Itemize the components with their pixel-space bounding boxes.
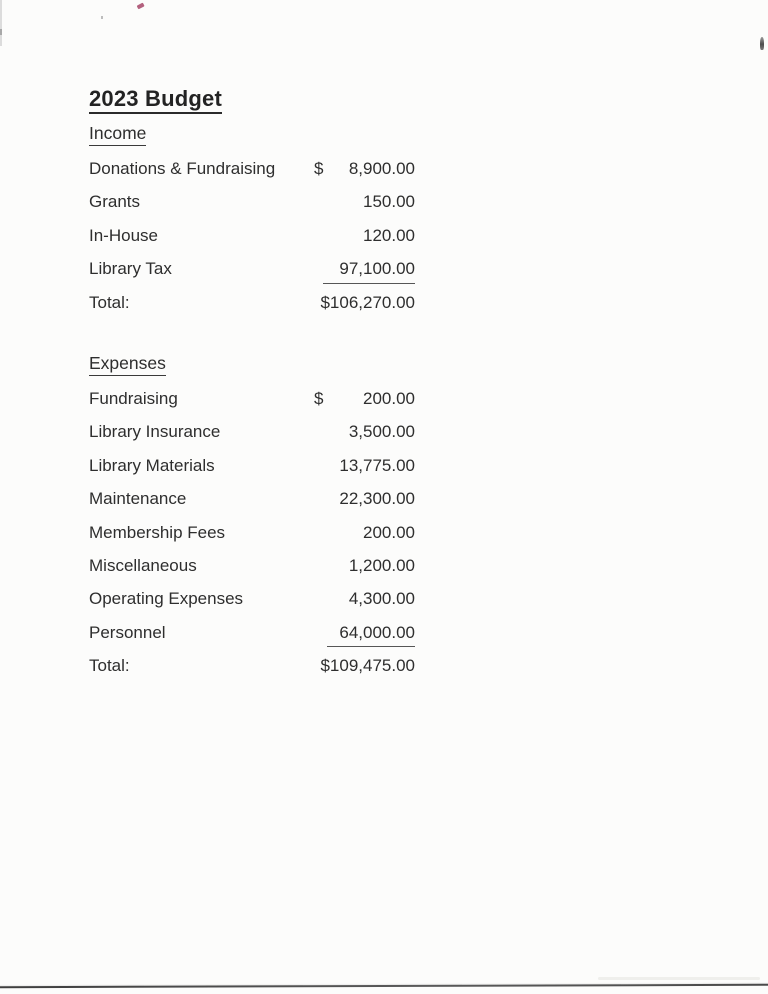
row-amount: 3,500.00 <box>348 422 415 442</box>
total-amount-cell <box>314 292 415 314</box>
row-label: Operating Expenses <box>89 589 244 609</box>
row-amount-cell <box>314 258 415 284</box>
row-label: Library Tax <box>89 259 172 279</box>
pen-mark-artifact <box>137 3 145 9</box>
row-amount: 200.00 <box>363 389 415 408</box>
row-label: Fundraising <box>89 389 178 408</box>
row-label: Membership Fees <box>89 522 226 542</box>
row-label: Miscellaneous <box>89 555 197 575</box>
income-section <box>89 122 415 325</box>
row-amount: 200.00 <box>363 522 415 542</box>
row-amount: 1,200.00 <box>348 555 415 575</box>
row-label: In-House <box>89 225 158 245</box>
bottom-smudge-artifact <box>598 977 760 980</box>
income-row-in-house <box>89 225 415 258</box>
expense-row-miscellaneous <box>89 555 415 588</box>
income-heading-wrap <box>89 122 415 158</box>
row-amount: 8,900.00 <box>348 159 415 178</box>
scan-speck-artifact <box>101 16 103 19</box>
row-amount: 150.00 <box>363 192 415 212</box>
expenses-heading: Expenses <box>89 352 166 376</box>
income-row-donations <box>89 158 415 191</box>
row-amount-cell <box>314 191 415 213</box>
expenses-section <box>89 352 415 689</box>
row-amount-cell <box>314 588 415 610</box>
expense-row-membership-fees <box>89 522 415 555</box>
row-amount-cell <box>314 158 415 180</box>
expenses-heading-wrap <box>89 352 415 388</box>
currency-symbol: $ <box>314 159 324 178</box>
scan-bottom-edge <box>0 984 768 988</box>
row-amount-cell <box>314 522 415 544</box>
expenses-total-row <box>89 655 415 688</box>
income-heading: Income <box>89 122 146 146</box>
row-amount: 4,300.00 <box>348 589 415 609</box>
row-amount: 64,000.00 <box>327 622 415 648</box>
document-title: 2023 Budget <box>89 87 222 114</box>
income-row-grants <box>89 191 415 224</box>
total-label: Total: <box>89 292 130 312</box>
row-amount: 22,300.00 <box>339 489 415 509</box>
row-label: Donations & Fundraising <box>89 159 276 178</box>
right-edge-ink-artifact <box>760 37 764 50</box>
row-label: Library Insurance <box>89 422 221 442</box>
row-amount: 97,100.00 <box>323 258 415 284</box>
left-edge-scan-line <box>0 0 2 46</box>
expense-row-library-materials <box>89 455 415 488</box>
currency-symbol: $ <box>314 389 324 408</box>
left-edge-speck <box>0 29 2 35</box>
income-total-row <box>89 292 415 325</box>
row-amount-cell <box>314 225 415 247</box>
row-label: Library Materials <box>89 455 215 475</box>
row-amount: 120.00 <box>363 225 415 245</box>
expense-row-operating-expenses <box>89 588 415 621</box>
expense-row-fundraising <box>89 388 415 421</box>
row-label: Personnel <box>89 622 166 642</box>
total-amount: $109,475.00 <box>320 656 415 676</box>
row-label: Maintenance <box>89 489 187 509</box>
row-amount-cell <box>314 421 415 443</box>
row-amount-cell <box>314 455 415 477</box>
row-amount-cell <box>314 555 415 577</box>
row-label: Grants <box>89 192 141 212</box>
total-amount: $106,270.00 <box>320 292 415 312</box>
expense-row-personnel <box>89 622 415 655</box>
expense-row-maintenance <box>89 488 415 521</box>
row-amount: 13,775.00 <box>339 455 415 475</box>
row-amount-cell <box>314 388 415 410</box>
row-amount-cell <box>314 622 415 648</box>
expense-row-library-insurance <box>89 421 415 454</box>
total-label: Total: <box>89 656 130 676</box>
total-amount-cell <box>314 655 415 677</box>
row-amount-cell <box>314 488 415 510</box>
income-row-library-tax <box>89 258 415 291</box>
